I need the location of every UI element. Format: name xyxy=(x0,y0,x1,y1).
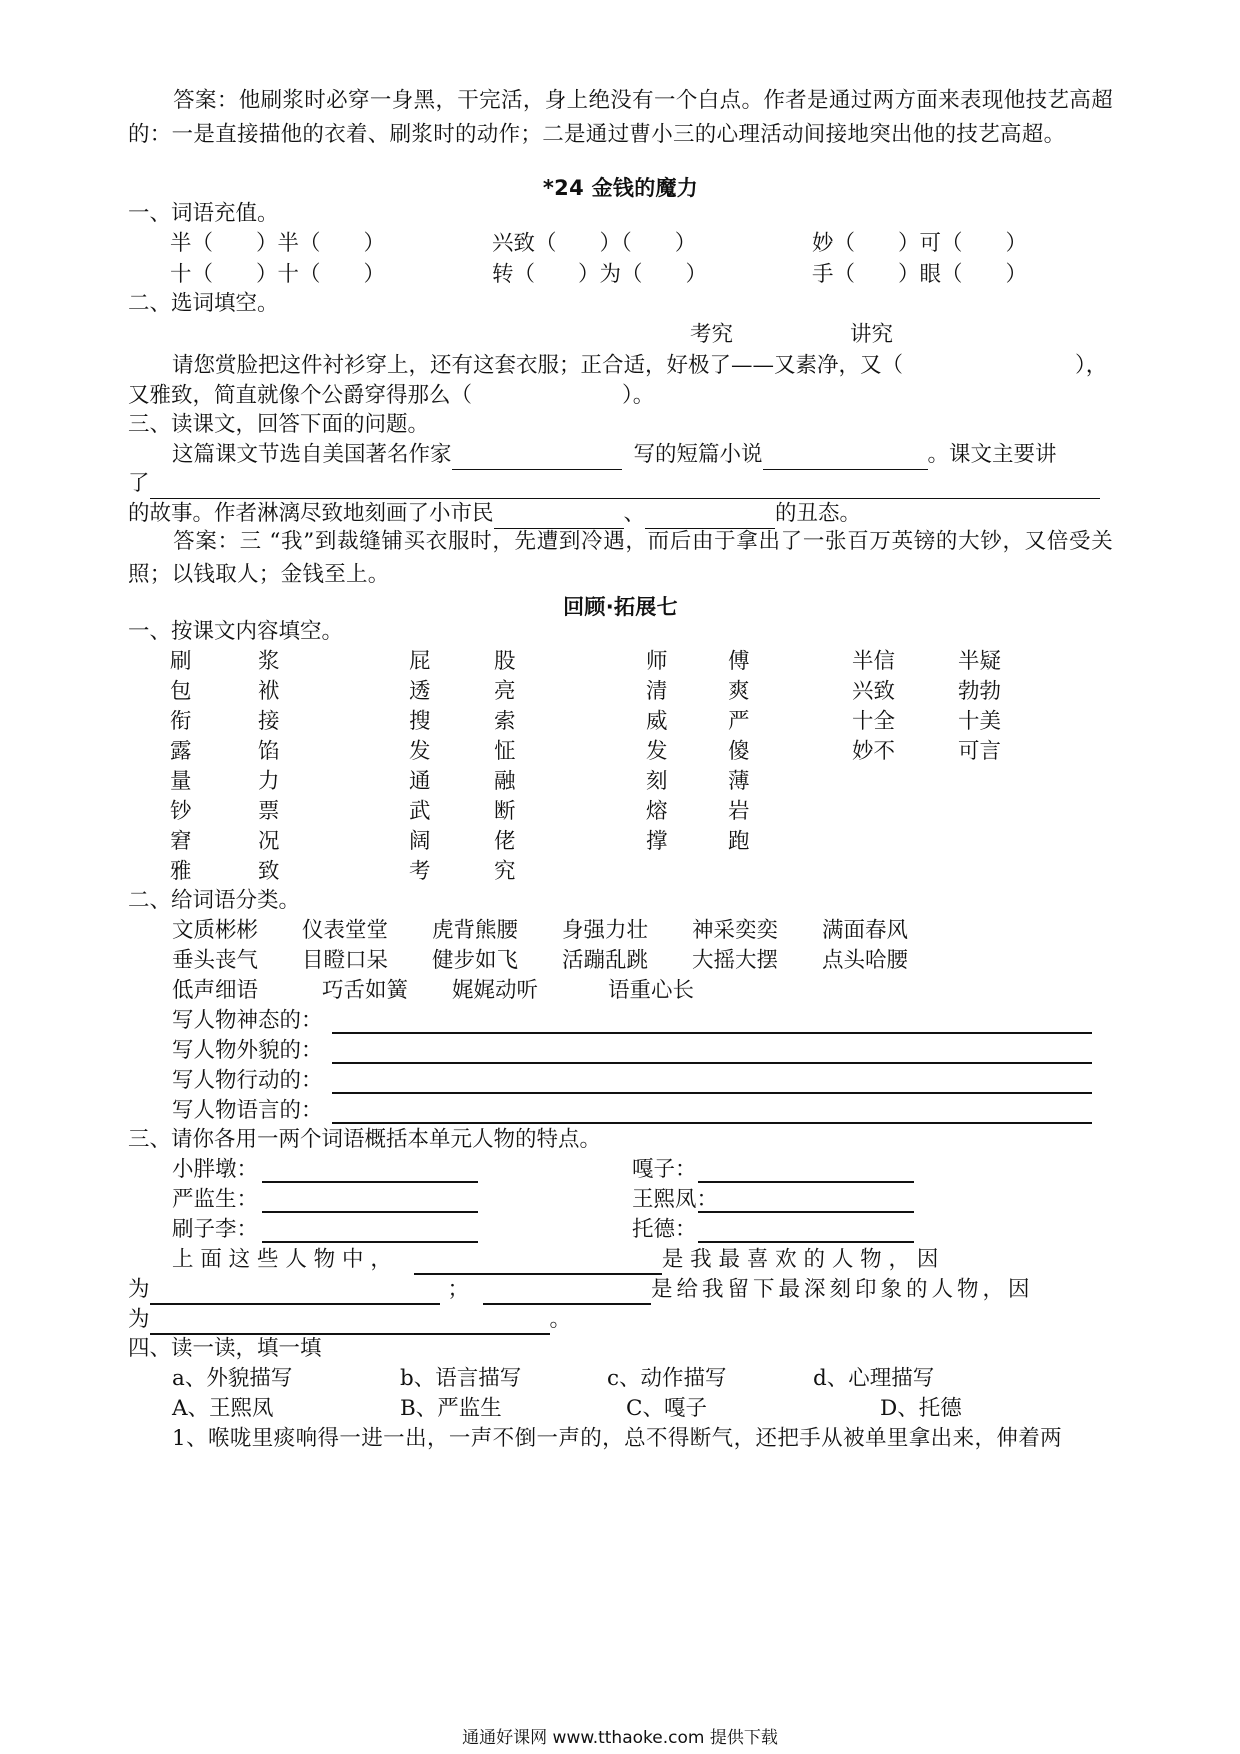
idiom: 大摇大摆 xyxy=(692,948,779,973)
l24-s3-l3b: 、 xyxy=(623,501,646,526)
word-char: 力 xyxy=(258,769,280,794)
word-char: 可言 xyxy=(958,739,1002,764)
favorite-blank[interactable] xyxy=(414,1253,662,1275)
author-blank[interactable] xyxy=(452,447,622,470)
word-char: 勃勃 xyxy=(958,679,1002,704)
character-label: 王熙凤： xyxy=(632,1187,719,1212)
r7-s4-heading: 四、读一读，填一填 xyxy=(128,1336,322,1361)
word-char: 半疑 xyxy=(958,649,1002,674)
lesson24-title: *24 金钱的魔力 xyxy=(542,176,699,200)
l24-s1-r2c3: 手（ ）眼（ ） xyxy=(812,262,1028,287)
l24-s3-l1a: 这篇课文节选自美国著名作家 xyxy=(172,442,452,467)
word-char: 严 xyxy=(728,709,750,734)
word-char: 包 xyxy=(170,679,192,704)
r7-s3-p2 xyxy=(128,1275,1034,1305)
character-trait-line[interactable] xyxy=(262,1221,478,1243)
word-char: 透 xyxy=(409,679,431,704)
word-char: 通 xyxy=(409,769,431,794)
novel-blank[interactable] xyxy=(763,447,928,470)
review7-title: 回顾·拓展七 xyxy=(563,595,678,619)
character-trait-line[interactable] xyxy=(262,1161,478,1183)
word-char: 馅 xyxy=(258,739,280,764)
word-char: 究 xyxy=(494,859,516,884)
l24-s2-heading: 二、选词填空。 xyxy=(128,291,279,316)
opt-d: d、心理描写 xyxy=(813,1366,935,1391)
word-char: 半信 xyxy=(852,649,896,674)
word-char: 量 xyxy=(170,769,192,794)
l24-s1-r1c2: 兴致（ ）（ ） xyxy=(492,231,697,256)
idiom: 身强力壮 xyxy=(562,918,649,943)
top-answer: 答案：他刷浆时必穿一身黑，干完活，身上绝没有一个白点。作者是通过两方面来表现他技艺高超的：一是直接描他的衣着、刷浆时的动作；二是通过曹小三的心理活动间接地突出他的技艺高超。 xyxy=(128,88,1113,147)
word-char: 断 xyxy=(494,799,516,824)
word-char: 露 xyxy=(170,739,192,764)
idiom: 仪表堂堂 xyxy=(302,918,389,943)
footer: 通通好课网 www.tthaoke.com 提供下载 xyxy=(462,1728,778,1748)
word-char: 兴致 xyxy=(852,679,896,704)
l24-s3-heading: 三、读课文，回答下面的问题。 xyxy=(128,412,430,437)
word-char: 接 xyxy=(258,709,280,734)
l24-s3-answer: 答案：三 “我”到裁缝铺买衣服时，先遭到冷遇，而后由于拿出了一张百万英镑的大钞，又倍受关照；以钱取人；金钱至上。 xyxy=(128,529,1113,587)
character-trait-line[interactable] xyxy=(262,1191,478,1213)
r7-s2-heading: 二、给词语分类。 xyxy=(128,888,301,913)
category-answer-line[interactable] xyxy=(332,1102,1092,1124)
word-char: 佬 xyxy=(494,829,516,854)
l24-s1-r1c1: 半（ ）半（ ） xyxy=(170,231,386,256)
idiom: 巧舌如簧 xyxy=(322,978,409,1003)
category-label: 写人物外貌的： xyxy=(172,1038,323,1063)
word-char: 考 xyxy=(409,859,431,884)
word-char: 发 xyxy=(409,739,431,764)
r7-s3-p2a: 为 xyxy=(128,1277,150,1302)
l24-s3-l1b: 写的短篇小说 xyxy=(633,442,763,467)
word-char: 阔 xyxy=(409,829,431,854)
r7-s3-p3 xyxy=(128,1305,571,1335)
r7-s3-heading: 三、请你各用一两个词语概括本单元人物的特点。 xyxy=(128,1127,602,1152)
word-char: 况 xyxy=(258,829,280,854)
category-label: 写人物神态的： xyxy=(172,1008,323,1033)
l24-s3-line2 xyxy=(128,469,1100,499)
word-char: 怔 xyxy=(494,739,516,764)
l24-s1-heading: 一、词语充值。 xyxy=(128,201,279,226)
l24-s3-l3a: 的故事。作者淋漓尽致地刻画了小市民 xyxy=(128,501,494,526)
l24-s2-option-1: 考究 xyxy=(690,322,734,347)
l24-s2-p1b: ）， xyxy=(1075,353,1108,378)
opt-D: D、托德 xyxy=(880,1396,962,1421)
character-label: 嘎子： xyxy=(632,1157,697,1182)
opt-c: c、动作描写 xyxy=(607,1366,727,1391)
character-trait-line[interactable] xyxy=(698,1221,914,1243)
character-label: 严监生： xyxy=(172,1187,259,1212)
r7-s3-p2c: 是给我留下最深刻印象的人物，因 xyxy=(651,1277,1034,1302)
character-label: 刷子李： xyxy=(172,1217,259,1242)
word-char: 股 xyxy=(494,649,516,674)
word-char: 窘 xyxy=(170,829,192,854)
word-char: 薄 xyxy=(728,769,750,794)
r7-s4-q1: 1、喉咙里痰响得一进一出，一声不倒一声的，总不得断气，还把手从被单里拿出来，伸着两 xyxy=(172,1426,1063,1451)
r7-s3-p1b: 是 我 最 喜 欢 的 人 物 ， 因 xyxy=(661,1247,939,1272)
main-content-blank[interactable] xyxy=(150,476,1100,499)
idiom: 点头哈腰 xyxy=(822,948,909,973)
l24-s1-r1c3: 妙（ ）可（ ） xyxy=(812,231,1028,256)
l24-s2-p2b: ）。 xyxy=(622,383,655,408)
idiom: 神采奕奕 xyxy=(692,918,779,943)
idiom: 目瞪口呆 xyxy=(302,948,389,973)
category-answer-line[interactable] xyxy=(332,1042,1092,1064)
r7-s3-p3b: 。 xyxy=(549,1307,572,1332)
r7-s1-heading: 一、按课文内容填空。 xyxy=(128,619,344,644)
word-char: 威 xyxy=(646,709,668,734)
idiom: 低声细语 xyxy=(172,978,259,1003)
r7-s3-p2b: ； xyxy=(447,1277,470,1302)
word-char: 袱 xyxy=(258,679,280,704)
word-char: 撑 xyxy=(646,829,668,854)
word-char: 融 xyxy=(494,769,516,794)
word-char: 十美 xyxy=(958,709,1002,734)
word-char: 武 xyxy=(409,799,431,824)
l24-s2-p1a: 请您赏脸把这件衬衫穿上，还有这套衣服；正合适，好极了——又素净，又（ xyxy=(172,353,904,378)
word-char: 十全 xyxy=(852,709,896,734)
word-char: 钞 xyxy=(170,799,192,824)
word-char: 跑 xyxy=(728,829,750,854)
idiom: 健步如飞 xyxy=(432,948,519,973)
word-char: 师 xyxy=(646,649,668,674)
word-char: 熔 xyxy=(646,799,668,824)
word-char: 妙不 xyxy=(852,739,896,764)
category-label: 写人物行动的： xyxy=(172,1068,323,1093)
character-trait-line[interactable] xyxy=(698,1191,914,1213)
category-answer-line[interactable] xyxy=(332,1012,1092,1034)
word-char: 岩 xyxy=(728,799,750,824)
word-char: 爽 xyxy=(728,679,750,704)
idiom: 垂头丧气 xyxy=(172,948,259,973)
idiom: 满面春风 xyxy=(822,918,909,943)
opt-B: B、严监生 xyxy=(400,1396,502,1421)
character-label: 托德： xyxy=(632,1217,697,1242)
idiom: 语重心长 xyxy=(608,978,695,1003)
l24-s2-option-2: 讲究 xyxy=(850,322,894,347)
r7-s3-p1 xyxy=(172,1245,1112,1275)
l24-s3-line1 xyxy=(172,440,1057,470)
impression-blank[interactable] xyxy=(483,1283,651,1305)
character-trait-line[interactable] xyxy=(698,1161,914,1183)
word-char: 屁 xyxy=(409,649,431,674)
l24-s3-l3c: 的丑态。 xyxy=(775,501,862,526)
l24-s3-l1c: 。课文主要讲 xyxy=(927,442,1057,467)
reason-blank-1[interactable] xyxy=(150,1283,440,1305)
word-char: 亮 xyxy=(494,679,516,704)
word-char: 雅 xyxy=(170,859,192,884)
idiom: 活蹦乱跳 xyxy=(562,948,649,973)
l24-s1-r2c1: 十（ ）十（ ） xyxy=(170,262,386,287)
r7-s3-p1a: 上 面 这 些 人 物 中 ， xyxy=(172,1247,392,1272)
character-label: 小胖墩： xyxy=(172,1157,259,1182)
word-char: 傻 xyxy=(728,739,750,764)
category-answer-line[interactable] xyxy=(332,1072,1092,1094)
idiom: 娓娓动听 xyxy=(452,978,539,1003)
r7-s3-p3a: 为 xyxy=(128,1307,150,1332)
idiom: 虎背熊腰 xyxy=(432,918,519,943)
word-char: 刷 xyxy=(170,649,192,674)
word-char: 索 xyxy=(494,709,516,734)
word-char: 搜 xyxy=(409,709,431,734)
l24-s1-r2c2: 转（ ）为（ ） xyxy=(492,262,708,287)
opt-C: C、嘎子 xyxy=(626,1396,707,1421)
reason-blank-2[interactable] xyxy=(150,1313,550,1335)
opt-a: a、外貌描写 xyxy=(172,1366,293,1391)
word-char: 浆 xyxy=(258,649,280,674)
category-label: 写人物语言的： xyxy=(172,1098,323,1123)
opt-b: b、语言描写 xyxy=(400,1366,522,1391)
l24-s2-p2a: 又雅致，简直就像个公爵穿得那么（ xyxy=(128,383,473,408)
idiom: 文质彬彬 xyxy=(172,918,259,943)
word-char: 清 xyxy=(646,679,668,704)
opt-A: A、王熙凤 xyxy=(172,1396,274,1421)
word-char: 致 xyxy=(258,859,280,884)
word-char: 刻 xyxy=(646,769,668,794)
word-char: 票 xyxy=(258,799,280,824)
word-char: 发 xyxy=(646,739,668,764)
word-char: 衔 xyxy=(170,709,192,734)
word-char: 傅 xyxy=(728,649,750,674)
l24-s3-l2a: 了 xyxy=(128,471,150,496)
